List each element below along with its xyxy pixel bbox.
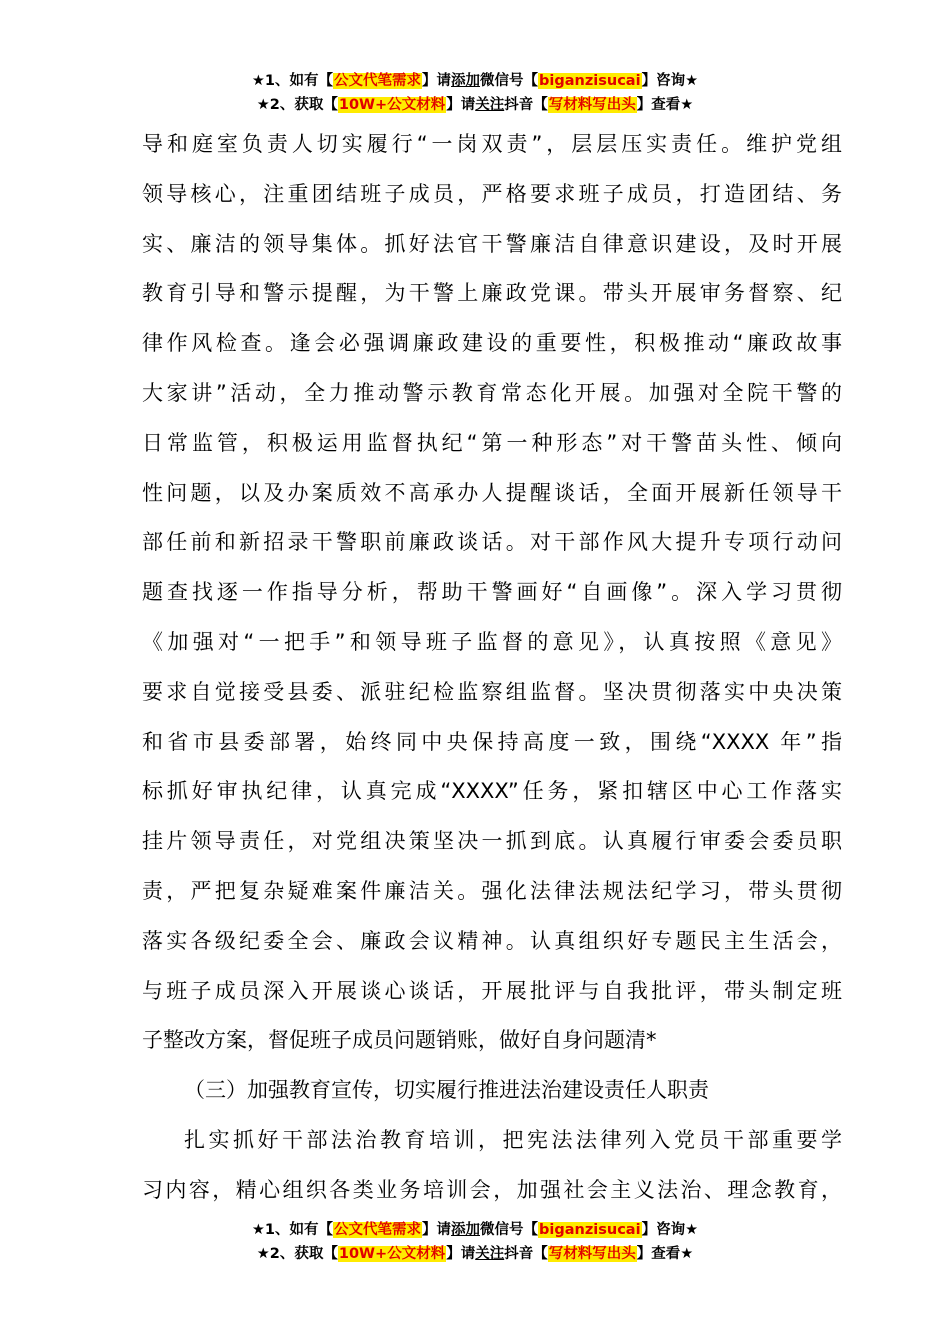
promo-text: ★1、如有【 (251, 1222, 334, 1238)
body-line: 责，严把复杂疑难案件廉洁关。强化法律法规法纪学习，带头贯彻 (142, 878, 842, 903)
promo-highlight: 公文代笔需求 (334, 1222, 422, 1238)
body-line: 大家讲”活动，全力推动警示教育常态化开展。加强对全院干警的 (142, 380, 842, 405)
promo-underline: 关注 (475, 1246, 505, 1262)
body-line: 挂片领导责任，对党组决策坚决一抓到底。认真履行审委会委员职 (142, 829, 842, 854)
promo-text: ★1、如有【 (251, 73, 334, 89)
promo-text: 抖音【 (504, 1246, 548, 1262)
body-line: 题查找逐一作指导分析，帮助干警画好“自画像”。深入学习贯彻 (142, 580, 842, 605)
body-line: 落实各级纪委全会、廉政会议精神。认真组织好专题民主生活会， (142, 928, 842, 953)
body-line: 子整改方案，督促班子成员问题销账，做好自身问题清* (142, 1028, 657, 1053)
body-line: 和省市县委部署，始终同中央保持高度一致，围绕“XXXX 年”指 (142, 729, 842, 754)
promo-text: 抖音【 (504, 97, 548, 113)
promo-line-2 (0, 94, 950, 118)
top-promo-banner (0, 70, 950, 118)
promo-line-1 (0, 70, 950, 94)
promo-highlight: 10W+公文材料 (338, 1246, 446, 1262)
promo-text: 】请 (446, 1246, 476, 1262)
body-line: 实、廉洁的领导集体。抓好法官干警廉洁自律意识建设，及时开展 (142, 231, 842, 256)
body-line: 教育引导和警示提醒，为干警上廉政党课。带头开展审务督察、纪 (142, 281, 842, 306)
promo-text: ★2、获取【 (256, 97, 338, 113)
promo-text: 】查看★ (636, 97, 694, 113)
promo-text: 】咨询★ (641, 73, 699, 89)
body-line: 要求自觉接受县委、派驻纪检监察组监督。坚决贯彻落实中央决策 (142, 679, 842, 704)
body-line: 律作风检查。逢会必强调廉政建设的重要性，积极推动“廉政故事 (142, 331, 842, 356)
body-line: 扎实抓好干部法治教育培训，把宪法法律列入党员干部重要学 (184, 1127, 842, 1152)
promo-highlight: 写材料写出头 (548, 97, 636, 113)
document-body (142, 120, 842, 1216)
promo-highlight: 10W+公文材料 (338, 97, 446, 113)
body-line: 习内容，精心组织各类业务培训会，加强社会主义法治、理念教育， (142, 1177, 842, 1202)
promo-highlight: 公文代笔需求 (334, 73, 422, 89)
body-line: 《加强对“一把手”和领导班子监督的意见》，认真按照《意见》 (142, 629, 842, 654)
promo-text: 】查看★ (636, 1246, 694, 1262)
body-line: 与班子成员深入开展谈心谈话，开展批评与自我批评，带头制定班 (142, 978, 842, 1003)
promo-text: ★2、获取【 (256, 1246, 338, 1262)
promo-text: 】请 (446, 97, 476, 113)
bottom-promo-banner (0, 1219, 950, 1267)
body-line: 领导核心，注重团结班子成员，严格要求班子成员，打造团结、务 (142, 181, 842, 206)
promo-underline: 关注 (475, 97, 505, 113)
body-line: 导和庭室负责人切实履行“一岗双责”，层层压实责任。维护党组 (142, 132, 842, 156)
body-line: 日常监管，积极运用监督执纪“第一种形态”对干警苗头性、倾向 (142, 430, 842, 455)
promo-underline: 添加 (451, 1222, 481, 1238)
promo-text: 】请 (422, 1222, 452, 1238)
promo-underline: 添加 (451, 73, 481, 89)
promo-highlight: biganzisucai (539, 73, 641, 89)
body-line: 标抓好审执纪律，认真完成“XXXX”任务，紧扣辖区中心工作落实 (142, 779, 842, 804)
section-heading: （三）加强教育宣传，切实履行推进法治建设责任人职责 (184, 1078, 709, 1103)
promo-line-1 (0, 1219, 950, 1243)
promo-text: 微信号【 (480, 1222, 539, 1238)
promo-highlight: 写材料写出头 (548, 1246, 636, 1262)
promo-text: 】请 (422, 73, 452, 89)
promo-line-2 (0, 1243, 950, 1267)
promo-text: 微信号【 (480, 73, 539, 89)
promo-text: 】咨询★ (641, 1222, 699, 1238)
promo-highlight: biganzisucai (539, 1222, 641, 1238)
body-line: 部任前和新招录干警职前廉政谈话。对干部作风大提升专项行动问 (142, 530, 842, 555)
body-line: 性问题，以及办案质效不高承办人提醒谈话，全面开展新任领导干 (142, 480, 842, 505)
